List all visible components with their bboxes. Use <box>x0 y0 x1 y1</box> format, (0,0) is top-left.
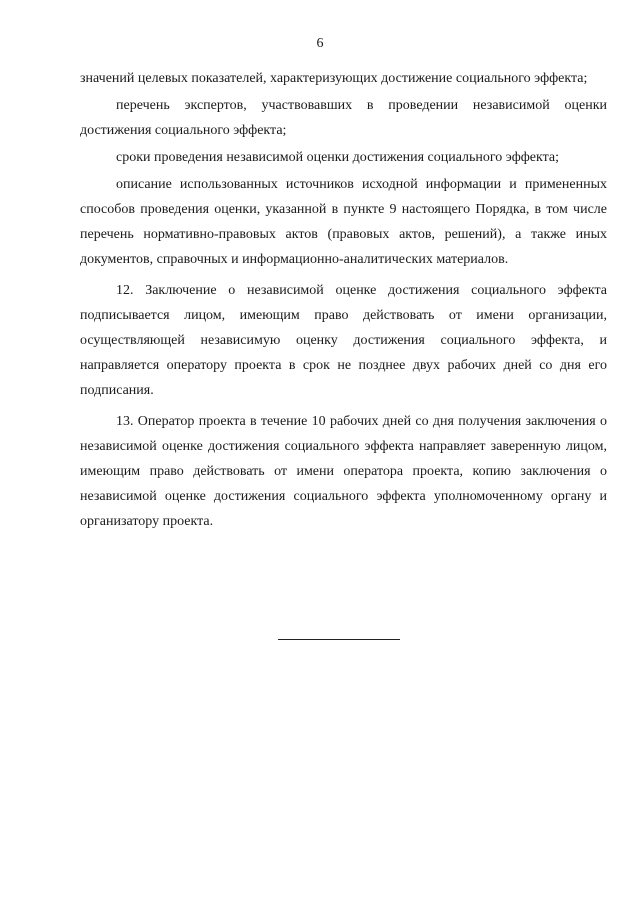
paragraph-sources-description: описание использованных источников исходной информации и примененных способов проведения оценки, указанной в пункте 9 настоящего Порядка, в том числе перечень нормативно-правовых актов (правовых актов, решений), а также иных документов, справочных и информационно-аналитических материалов. <box>80 177 607 267</box>
closing-rule <box>278 639 400 640</box>
page-number: 6 <box>316 36 324 51</box>
paragraph-item-13: 13. Оператор проекта в течение 10 рабочих дней со дня получения заключения о независимой оценке достижения социального эффекта направляет заверенную лицом, имеющим право действовать от имени оператора проекта, копию заключения о независимой оценке достижения социального эффекта уполномоченному органу и организатору проекта. <box>80 414 607 529</box>
paragraph-item-12: 12. Заключение о независимой оценке достижения социального эффекта подписывается лицом, имеющим право действовать от имени организации, осуществляющей независимую оценку достижения социального эффекта, и направляется оператору проекта в срок не позднее двух рабочих дней со дня его подписания. <box>80 283 607 398</box>
paragraph-target-indicators: значений целевых показателей, характеризующих достижение социального эффекта; <box>80 71 588 86</box>
paragraph-assessment-dates: сроки проведения независимой оценки достижения социального эффекта; <box>116 150 560 165</box>
document-body <box>80 66 607 536</box>
paragraph-experts-list: перечень экспертов, участвовавших в проведении независимой оценки достижения социального эффекта; <box>80 98 607 138</box>
